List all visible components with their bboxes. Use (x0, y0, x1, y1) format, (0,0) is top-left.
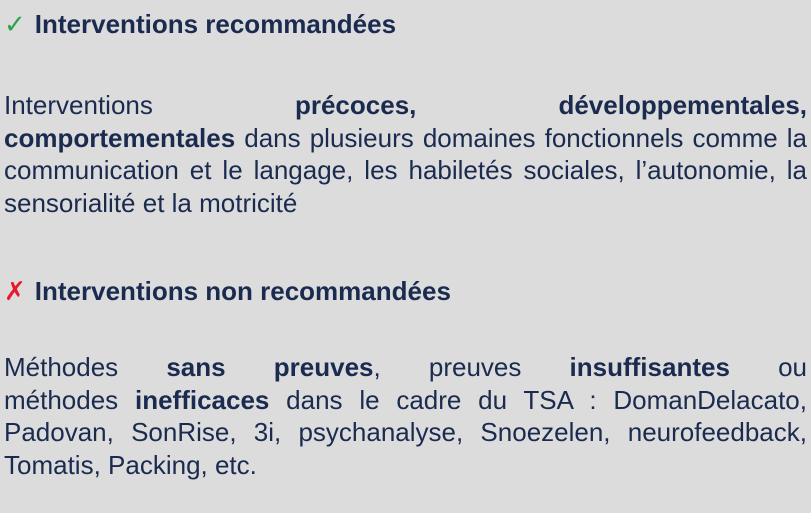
text-run-bold: précoces, développementales, (294, 90, 808, 120)
paragraph-not-recommended (4, 351, 807, 481)
text-run: Tomatis, Packing, etc. (4, 449, 257, 480)
text-run: dans le cadre du TSA : DomanDelacato, (269, 384, 807, 415)
paragraph-line (4, 154, 807, 187)
check-icon: ✓ (4, 10, 26, 40)
text-run: Padovan, SonRise, 3i, psychanalyse, Snoezelen, neurofeedback, (4, 417, 807, 447)
paragraph-line (4, 122, 807, 155)
text-run-bold: comportementales (4, 122, 236, 153)
cross-icon: ✗ (4, 277, 26, 307)
text-run: , preuves (373, 352, 570, 382)
section-recommended-title: Interventions recommandées (34, 9, 397, 39)
text-run: communication et le langage, les habiletés sociales, l’autonomie, la (4, 155, 807, 185)
section-recommended (4, 8, 807, 219)
text-run: Interventions (4, 90, 295, 120)
text-run-bold: sans preuves (166, 352, 374, 382)
text-run: dans plusieurs domaines fonctionnels comme la (235, 122, 807, 153)
section-not-recommended (4, 275, 807, 481)
text-run-bold: inefficaces (134, 384, 270, 415)
section-not-recommended-heading (4, 275, 807, 308)
text-run-bold: insuffisantes (569, 352, 730, 382)
text-run: ou (729, 352, 807, 382)
paragraph-line (4, 449, 807, 482)
paragraph-line (4, 351, 807, 384)
text-run: méthodes (4, 384, 135, 415)
paragraph-line (4, 187, 807, 220)
section-not-recommended-title: Interventions non recommandées (34, 276, 451, 306)
paragraph-line (4, 416, 807, 449)
text-run: Méthodes (4, 352, 167, 382)
section-recommended-heading (4, 8, 807, 41)
paragraph-line (4, 384, 807, 417)
paragraph-line (4, 89, 807, 122)
text-run: sensorialité et la motricité (4, 187, 298, 218)
paragraph-recommended (4, 89, 807, 219)
